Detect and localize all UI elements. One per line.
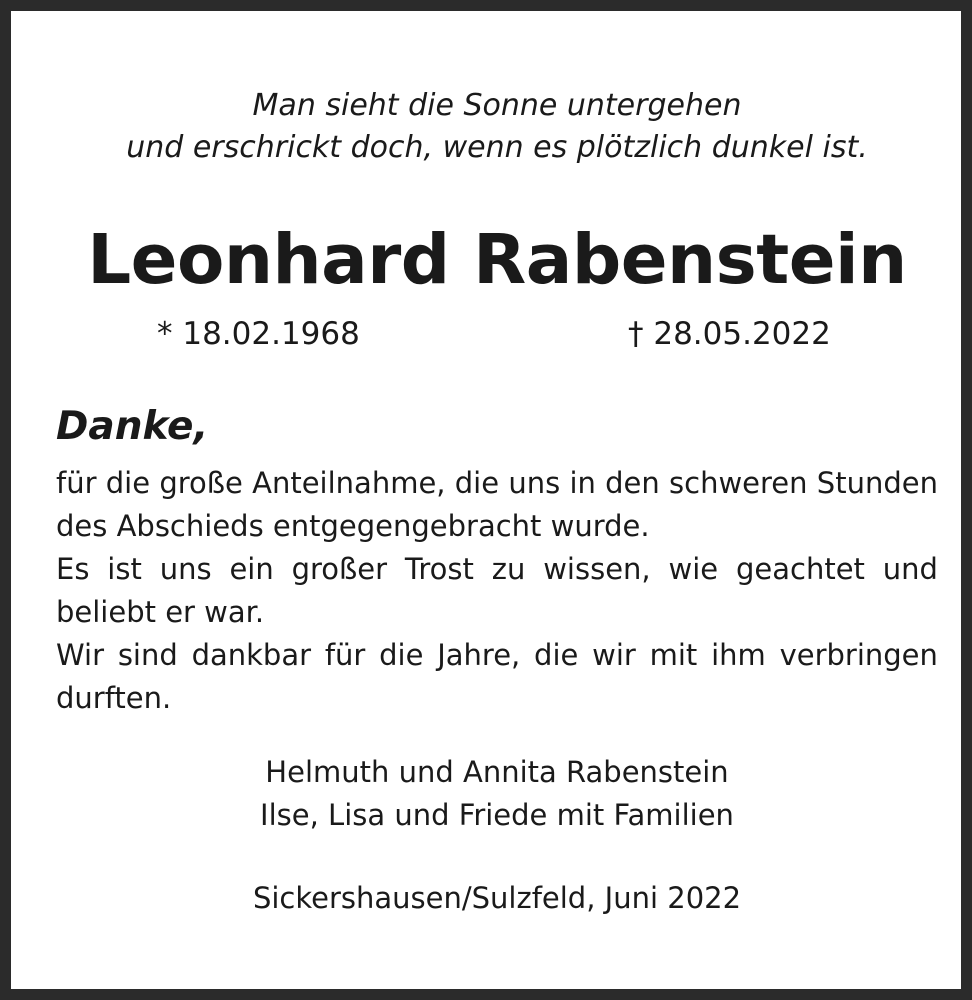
message-word: den <box>605 466 660 500</box>
message-word: wie <box>668 552 719 586</box>
message-word: großer <box>291 552 388 586</box>
death-date: † 28.05.2022 <box>628 316 831 352</box>
message-word: wir <box>592 638 636 672</box>
signer-line-1: Helmuth und Annita Rabenstein <box>265 755 729 789</box>
message-word: sind <box>117 638 178 672</box>
place-and-date: Sickershausen/Sulzfeld, Juni 2022 <box>252 881 742 915</box>
signers <box>11 751 972 837</box>
message-word: Jahre, <box>437 638 521 672</box>
message-word: verbringen <box>779 638 938 672</box>
message-word: für <box>324 638 366 672</box>
message-line <box>56 548 938 591</box>
birth-date: * 18.02.1968 <box>157 316 360 352</box>
message-word: Trost <box>404 552 474 586</box>
deceased-name: Leonhard Rabenstein <box>87 220 907 300</box>
message-word: die <box>454 466 500 500</box>
message-word: die <box>534 638 579 672</box>
quote-line-2: und erschrickt doch, wenn es plötzlich dunkel ist. <box>126 130 868 165</box>
message-line: des Abschieds entgegengebracht wurde. <box>56 509 650 543</box>
message-word: ihm <box>711 638 766 672</box>
message-line: durften. <box>56 681 172 715</box>
message-line: beliebt er war. <box>56 595 265 629</box>
message-word: dankbar <box>191 638 312 672</box>
memorial-quote <box>11 85 972 169</box>
signer-line-2: Ilse, Lisa und Friede mit Familien <box>260 798 734 832</box>
message-word: ein <box>229 552 274 586</box>
thanks-heading: Danke, <box>56 404 209 449</box>
message-word: uns <box>508 466 561 500</box>
message-word: die <box>379 638 424 672</box>
message-word: schweren <box>669 466 808 500</box>
thanks-message <box>56 462 938 720</box>
message-word: die <box>105 466 151 500</box>
quote-line-1: Man sieht die Sonne untergehen <box>252 88 742 123</box>
message-line <box>56 462 938 505</box>
message-word: zu <box>491 552 526 586</box>
message-word: mit <box>649 638 698 672</box>
message-word: Es <box>56 552 90 586</box>
message-line <box>56 634 938 677</box>
message-word: geachtet <box>735 552 865 586</box>
message-word: wissen, <box>543 552 651 586</box>
message-word: für <box>56 466 97 500</box>
message-word: große <box>159 466 243 500</box>
message-word: uns <box>159 552 212 586</box>
message-word: ist <box>107 552 142 586</box>
message-word: in <box>569 466 596 500</box>
message-word: Anteilnahme, <box>252 466 446 500</box>
message-word: und <box>882 552 938 586</box>
message-word: Wir <box>56 638 105 672</box>
message-word: Stunden <box>816 466 938 500</box>
